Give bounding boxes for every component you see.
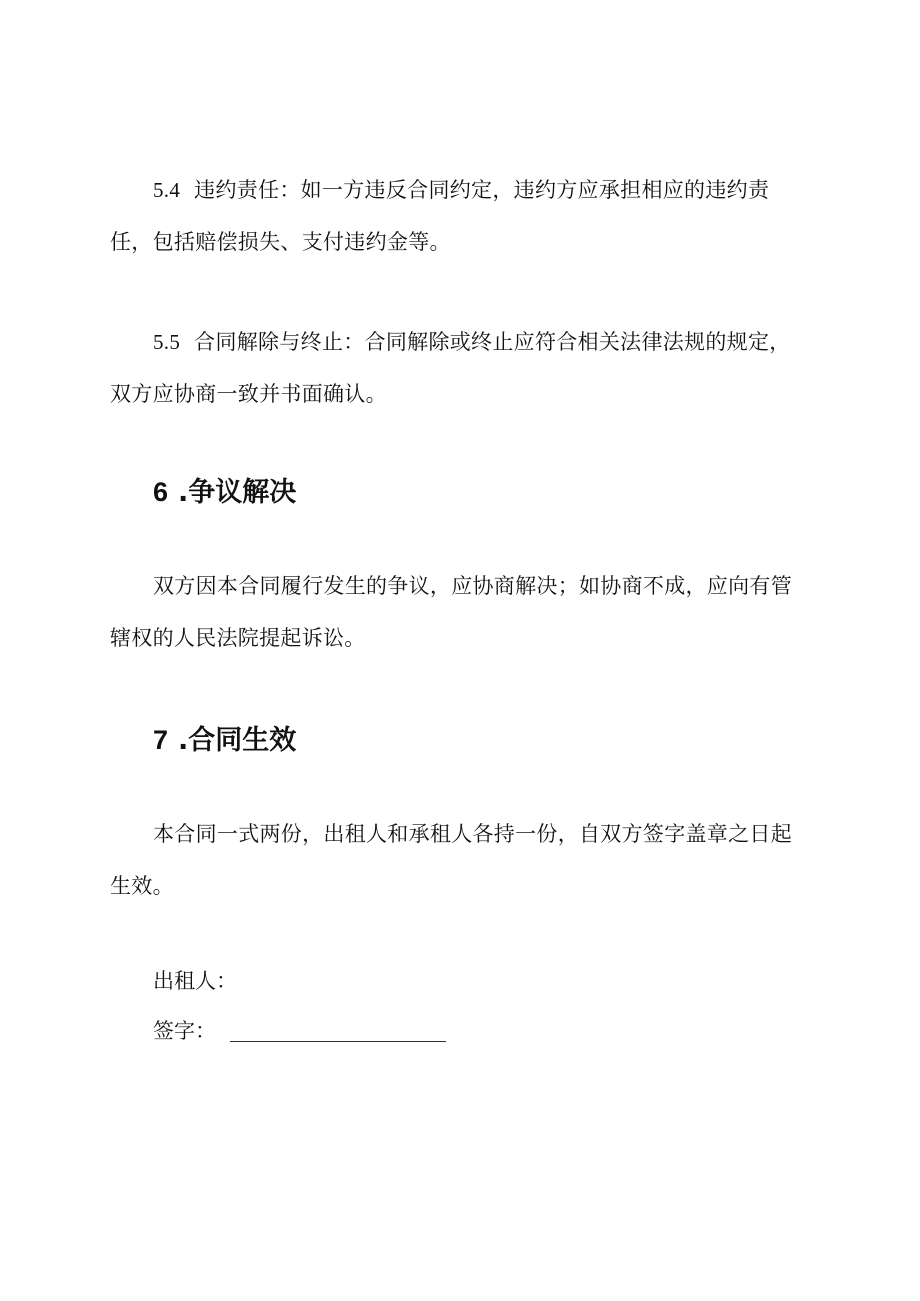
section-number: 6 [153,477,169,507]
section-body-effective: 本合同一式两份，出租人和承租人各持一份，自双方签字盖章之日起生效。 [110,822,792,898]
section-title: .争议解决 [178,477,297,508]
clause-number: 5.4 [153,178,181,202]
section-heading-dispute [153,472,296,513]
section-title: .合同生效 [178,725,297,756]
clause-5-4 [110,164,810,268]
clause-5-5 [110,316,810,420]
section-heading-effective [153,720,296,761]
sign-label: 签字： [153,1019,216,1043]
section-body-dispute: 双方因本合同履行发生的争议，应协商解决；如协商不成，应向有管辖权的人民法院提起诉讼。 [110,574,792,650]
signature-row [153,1016,446,1046]
clause-number: 5.5 [153,330,181,354]
section-number: 7 [153,725,169,755]
signature-line[interactable] [230,1040,446,1042]
clause-text: 违约责任：如一方违反合同约定，违约方应承担相应的违约责任，包括赔偿损失、支付违约金等。 [110,178,770,254]
lessor-label: 出租人： [153,969,237,993]
clause-text: 合同解除与终止：合同解除或终止应符合相关法律法规的规定，双方应协商一致并书面确认。 [110,330,791,406]
